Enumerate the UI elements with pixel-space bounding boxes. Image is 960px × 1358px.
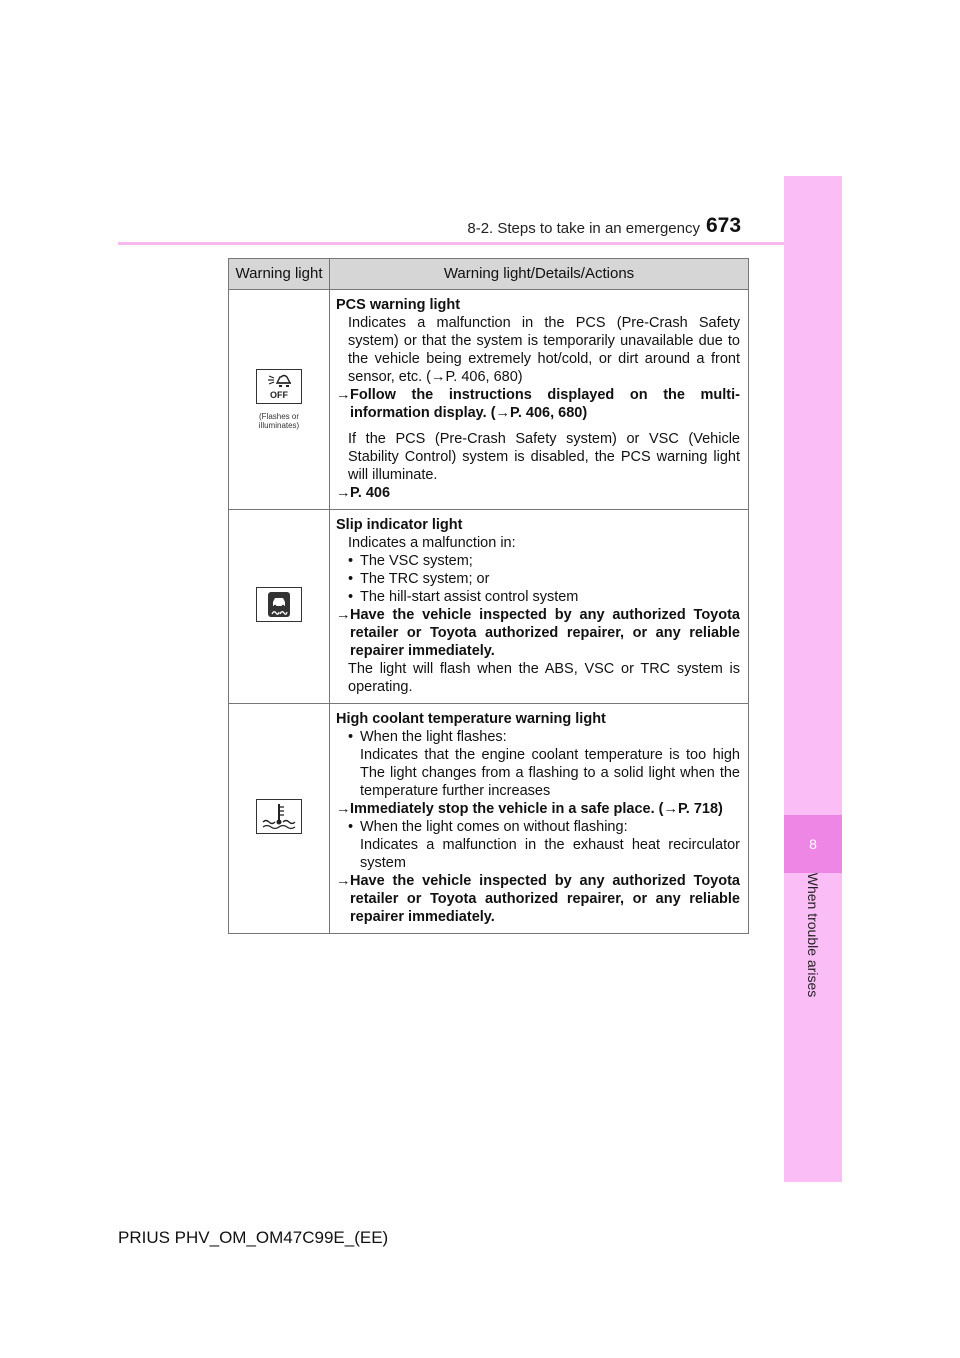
- column-header-details: Warning light/Details/Actions: [330, 259, 749, 290]
- icon-cell: [229, 290, 330, 510]
- details-cell: [330, 704, 749, 934]
- section-title: 8-2. Steps to take in an emergency: [467, 220, 700, 237]
- action-instruction: → Immediately stop the vehicle in a safe place. (→P. 718): [336, 801, 723, 817]
- warning-light-table: [228, 258, 749, 934]
- list-item: • When the light flashes:: [348, 729, 507, 745]
- action-instruction: → Have the vehicle inspected by any authorized Toyota retailer or Toyota authorized repairer, or any reliable repairer immediately.: [336, 873, 740, 925]
- slip-indicator-icon: [256, 587, 302, 622]
- document-code: PRIUS PHV_OM_OM47C99E_(EE): [118, 1228, 389, 1247]
- details-cell: [330, 510, 749, 704]
- light-title: Slip indicator light: [336, 517, 463, 533]
- chapter-number: 8: [784, 815, 842, 873]
- list-item: • The hill-start assist control system: [348, 589, 579, 605]
- icon-cell: [229, 510, 330, 704]
- list-item: • The TRC system; or: [348, 571, 490, 587]
- chapter-label: When trouble arises: [805, 872, 821, 998]
- pcs-off-icon: [256, 369, 302, 404]
- light-description: Indicates a malfunction in the PCS (Pre-Crash Safety system) or that the system is temporarily unavailable due to the vehicle being extremely hot/cold, or dirt around a front sensor, etc. (→P. 406, 680): [348, 315, 740, 385]
- light-note: The light will flash when the ABS, VSC or TRC system is operating.: [348, 661, 740, 695]
- action-instruction: → Follow the instructions displayed on the multi-information display. (→P. 406, 680): [336, 387, 740, 421]
- coolant-temperature-icon: [256, 799, 302, 834]
- page-number: 673: [706, 214, 742, 237]
- chapter-side-tab: [784, 176, 842, 1182]
- details-cell: [330, 290, 749, 510]
- svg-text:OFF: OFF: [270, 390, 288, 400]
- light-description: Indicates a malfunction in the exhaust heat recirculator system: [360, 837, 740, 871]
- light-description: Indicates a malfunction in:: [348, 535, 516, 551]
- page-reference: → P. 406: [336, 485, 391, 501]
- light-title: High coolant temperature warning light: [336, 711, 606, 727]
- table-header-row: [229, 259, 749, 290]
- icon-caption: (Flashes or illuminates): [258, 412, 300, 430]
- list-item: • The VSC system;: [348, 553, 473, 569]
- light-description: Indicates that the engine coolant temperature is too high The light changes from a flashing to a solid light when the temperature further increases: [360, 747, 740, 799]
- table-row: [229, 704, 749, 934]
- list-item: • When the light comes on without flashing:: [348, 819, 628, 835]
- header-rule: [118, 242, 840, 245]
- table-row: [229, 510, 749, 704]
- table-row: [229, 290, 749, 510]
- action-instruction: → Have the vehicle inspected by any authorized Toyota retailer or Toyota authorized repairer, or any reliable repairer immediately.: [336, 607, 740, 659]
- column-header-warning-light: Warning light: [229, 259, 330, 290]
- light-title: PCS warning light: [336, 297, 461, 313]
- icon-cell: [229, 704, 330, 934]
- light-note: If the PCS (Pre-Crash Safety system) or VSC (Vehicle Stability Control) system is disabled, the PCS warning light will illuminate.: [348, 431, 740, 483]
